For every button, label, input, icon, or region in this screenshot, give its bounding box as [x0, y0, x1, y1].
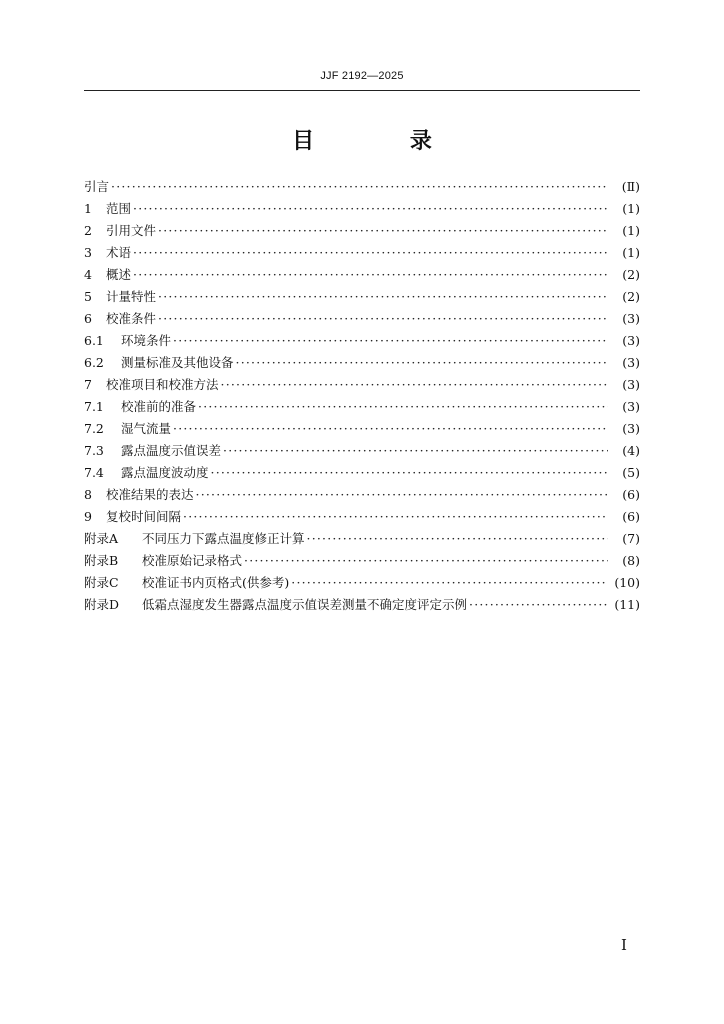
- toc-entry-number: 7.3: [84, 443, 104, 458]
- dot-leader: [111, 176, 608, 198]
- toc-entry-number: 附录D: [84, 597, 120, 612]
- dot-leader: [158, 308, 608, 330]
- document-code: JJF 2192—2025: [320, 70, 404, 82]
- toc-entry[interactable]: [84, 330, 640, 352]
- toc-entry-title: 校准证书内页格式(供参考): [142, 575, 290, 590]
- toc-entry[interactable]: [84, 572, 640, 594]
- toc-entry-number: 3: [84, 245, 92, 260]
- toc-entry[interactable]: [84, 286, 640, 308]
- toc-entry-title: 校准原始记录格式: [142, 553, 243, 568]
- toc-entry-page: (2): [622, 289, 640, 304]
- toc-entry-number: 7.4: [84, 465, 104, 480]
- table-of-contents: [84, 176, 640, 616]
- page-number: I: [621, 936, 627, 954]
- toc-entry[interactable]: [84, 352, 640, 374]
- toc-entry-title: 校准项目和校准方法: [106, 377, 219, 392]
- toc-entry[interactable]: [84, 308, 640, 330]
- toc-entry-number: 7: [84, 377, 92, 392]
- toc-entry-number: 5: [84, 289, 92, 304]
- toc-entry[interactable]: [84, 440, 640, 462]
- toc-entry-title: 复校时间间隔: [106, 509, 182, 524]
- page-title: 目 录: [292, 128, 476, 154]
- toc-entry[interactable]: [84, 264, 640, 286]
- toc-entry-page: (3): [622, 311, 640, 326]
- dot-leader: [183, 506, 608, 528]
- toc-entry[interactable]: [84, 528, 640, 550]
- dot-leader: [307, 528, 608, 550]
- dot-leader: [291, 572, 608, 594]
- toc-entry-page: (6): [622, 509, 640, 524]
- toc-entry-page: (3): [622, 377, 640, 392]
- dot-leader: [173, 418, 608, 440]
- header-divider: [84, 90, 640, 91]
- toc-entry[interactable]: [84, 594, 640, 616]
- toc-entry-title: 校准前的准备: [121, 399, 197, 414]
- toc-entry[interactable]: [84, 484, 640, 506]
- toc-entry-page: (1): [622, 245, 640, 260]
- toc-entry[interactable]: [84, 418, 640, 440]
- toc-entry-number: 6.1: [84, 333, 104, 348]
- toc-entry[interactable]: [84, 242, 640, 264]
- toc-entry-page: (1): [622, 223, 640, 238]
- toc-entry-number: 6.2: [84, 355, 104, 370]
- toc-entry[interactable]: [84, 374, 640, 396]
- dot-leader: [196, 484, 608, 506]
- toc-entry-page: (8): [622, 553, 640, 568]
- toc-entry-title: 低霜点湿度发生器露点温度示值误差测量不确定度评定示例: [142, 597, 468, 612]
- toc-entry-title: 不同压力下露点温度修正计算: [142, 531, 305, 546]
- toc-entry-number: 7.2: [84, 421, 104, 436]
- toc-entry-page: (2): [622, 267, 640, 282]
- toc-entry-number: 6: [84, 311, 92, 326]
- toc-entry-page: (7): [622, 531, 640, 546]
- toc-entry-title: 引用文件: [106, 223, 157, 238]
- toc-entry[interactable]: [84, 396, 640, 418]
- toc-entry[interactable]: [84, 198, 640, 220]
- toc-entry-page: (10): [614, 575, 640, 590]
- toc-entry-title: 计量特性: [106, 289, 157, 304]
- toc-entry-page: (4): [622, 443, 640, 458]
- toc-entry-number: 7.1: [84, 399, 104, 414]
- dot-leader: [133, 264, 608, 286]
- toc-entry-number: 2: [84, 223, 92, 238]
- dot-leader: [236, 352, 608, 374]
- toc-entry-number: 1: [84, 201, 92, 216]
- dot-leader: [211, 462, 608, 484]
- toc-entry-title: 露点温度示值误差: [121, 443, 222, 458]
- toc-entry-page: (3): [622, 399, 640, 414]
- dot-leader: [244, 550, 608, 572]
- toc-entry[interactable]: [84, 220, 640, 242]
- dot-leader: [133, 198, 608, 220]
- toc-entry-title: 环境条件: [121, 333, 172, 348]
- toc-entry[interactable]: [84, 506, 640, 528]
- toc-entry-title: 范围: [106, 201, 132, 216]
- toc-entry-number: 4: [84, 267, 92, 282]
- toc-entry-page: (5): [622, 465, 640, 480]
- toc-entry-title: 校准条件: [106, 311, 157, 326]
- toc-entry-page: (3): [622, 355, 640, 370]
- dot-leader: [221, 374, 608, 396]
- toc-entry-number: 8: [84, 487, 92, 502]
- toc-entry-page: (1): [622, 201, 640, 216]
- dot-leader: [158, 220, 608, 242]
- dot-leader: [133, 242, 608, 264]
- toc-entry-page: (11): [614, 597, 640, 612]
- toc-entry-title: 术语: [106, 245, 132, 260]
- toc-entry-number: 附录B: [84, 553, 119, 568]
- toc-entry[interactable]: [84, 176, 640, 198]
- toc-entry-title: 概述: [106, 267, 132, 282]
- toc-entry-page: (Ⅱ): [621, 179, 640, 194]
- dot-leader: [173, 330, 608, 352]
- toc-entry-page: (6): [622, 487, 640, 502]
- toc-entry-title: 湿气流量: [121, 421, 172, 436]
- toc-entry[interactable]: [84, 462, 640, 484]
- toc-entry-number: 9: [84, 509, 92, 524]
- toc-entry-title: 校准结果的表达: [106, 487, 194, 502]
- dot-leader: [158, 286, 608, 308]
- dot-leader: [469, 594, 608, 616]
- dot-leader: [198, 396, 608, 418]
- toc-entry-title: 测量标准及其他设备: [121, 355, 234, 370]
- dot-leader: [223, 440, 608, 462]
- toc-entry[interactable]: [84, 550, 640, 572]
- toc-entry-title: 露点温度波动度: [121, 465, 209, 480]
- toc-entry-page: (3): [622, 421, 640, 436]
- toc-entry-number: 附录C: [84, 575, 119, 590]
- toc-entry-title: 引言: [84, 179, 110, 194]
- toc-entry-number: 附录A: [84, 531, 119, 546]
- toc-entry-page: (3): [622, 333, 640, 348]
